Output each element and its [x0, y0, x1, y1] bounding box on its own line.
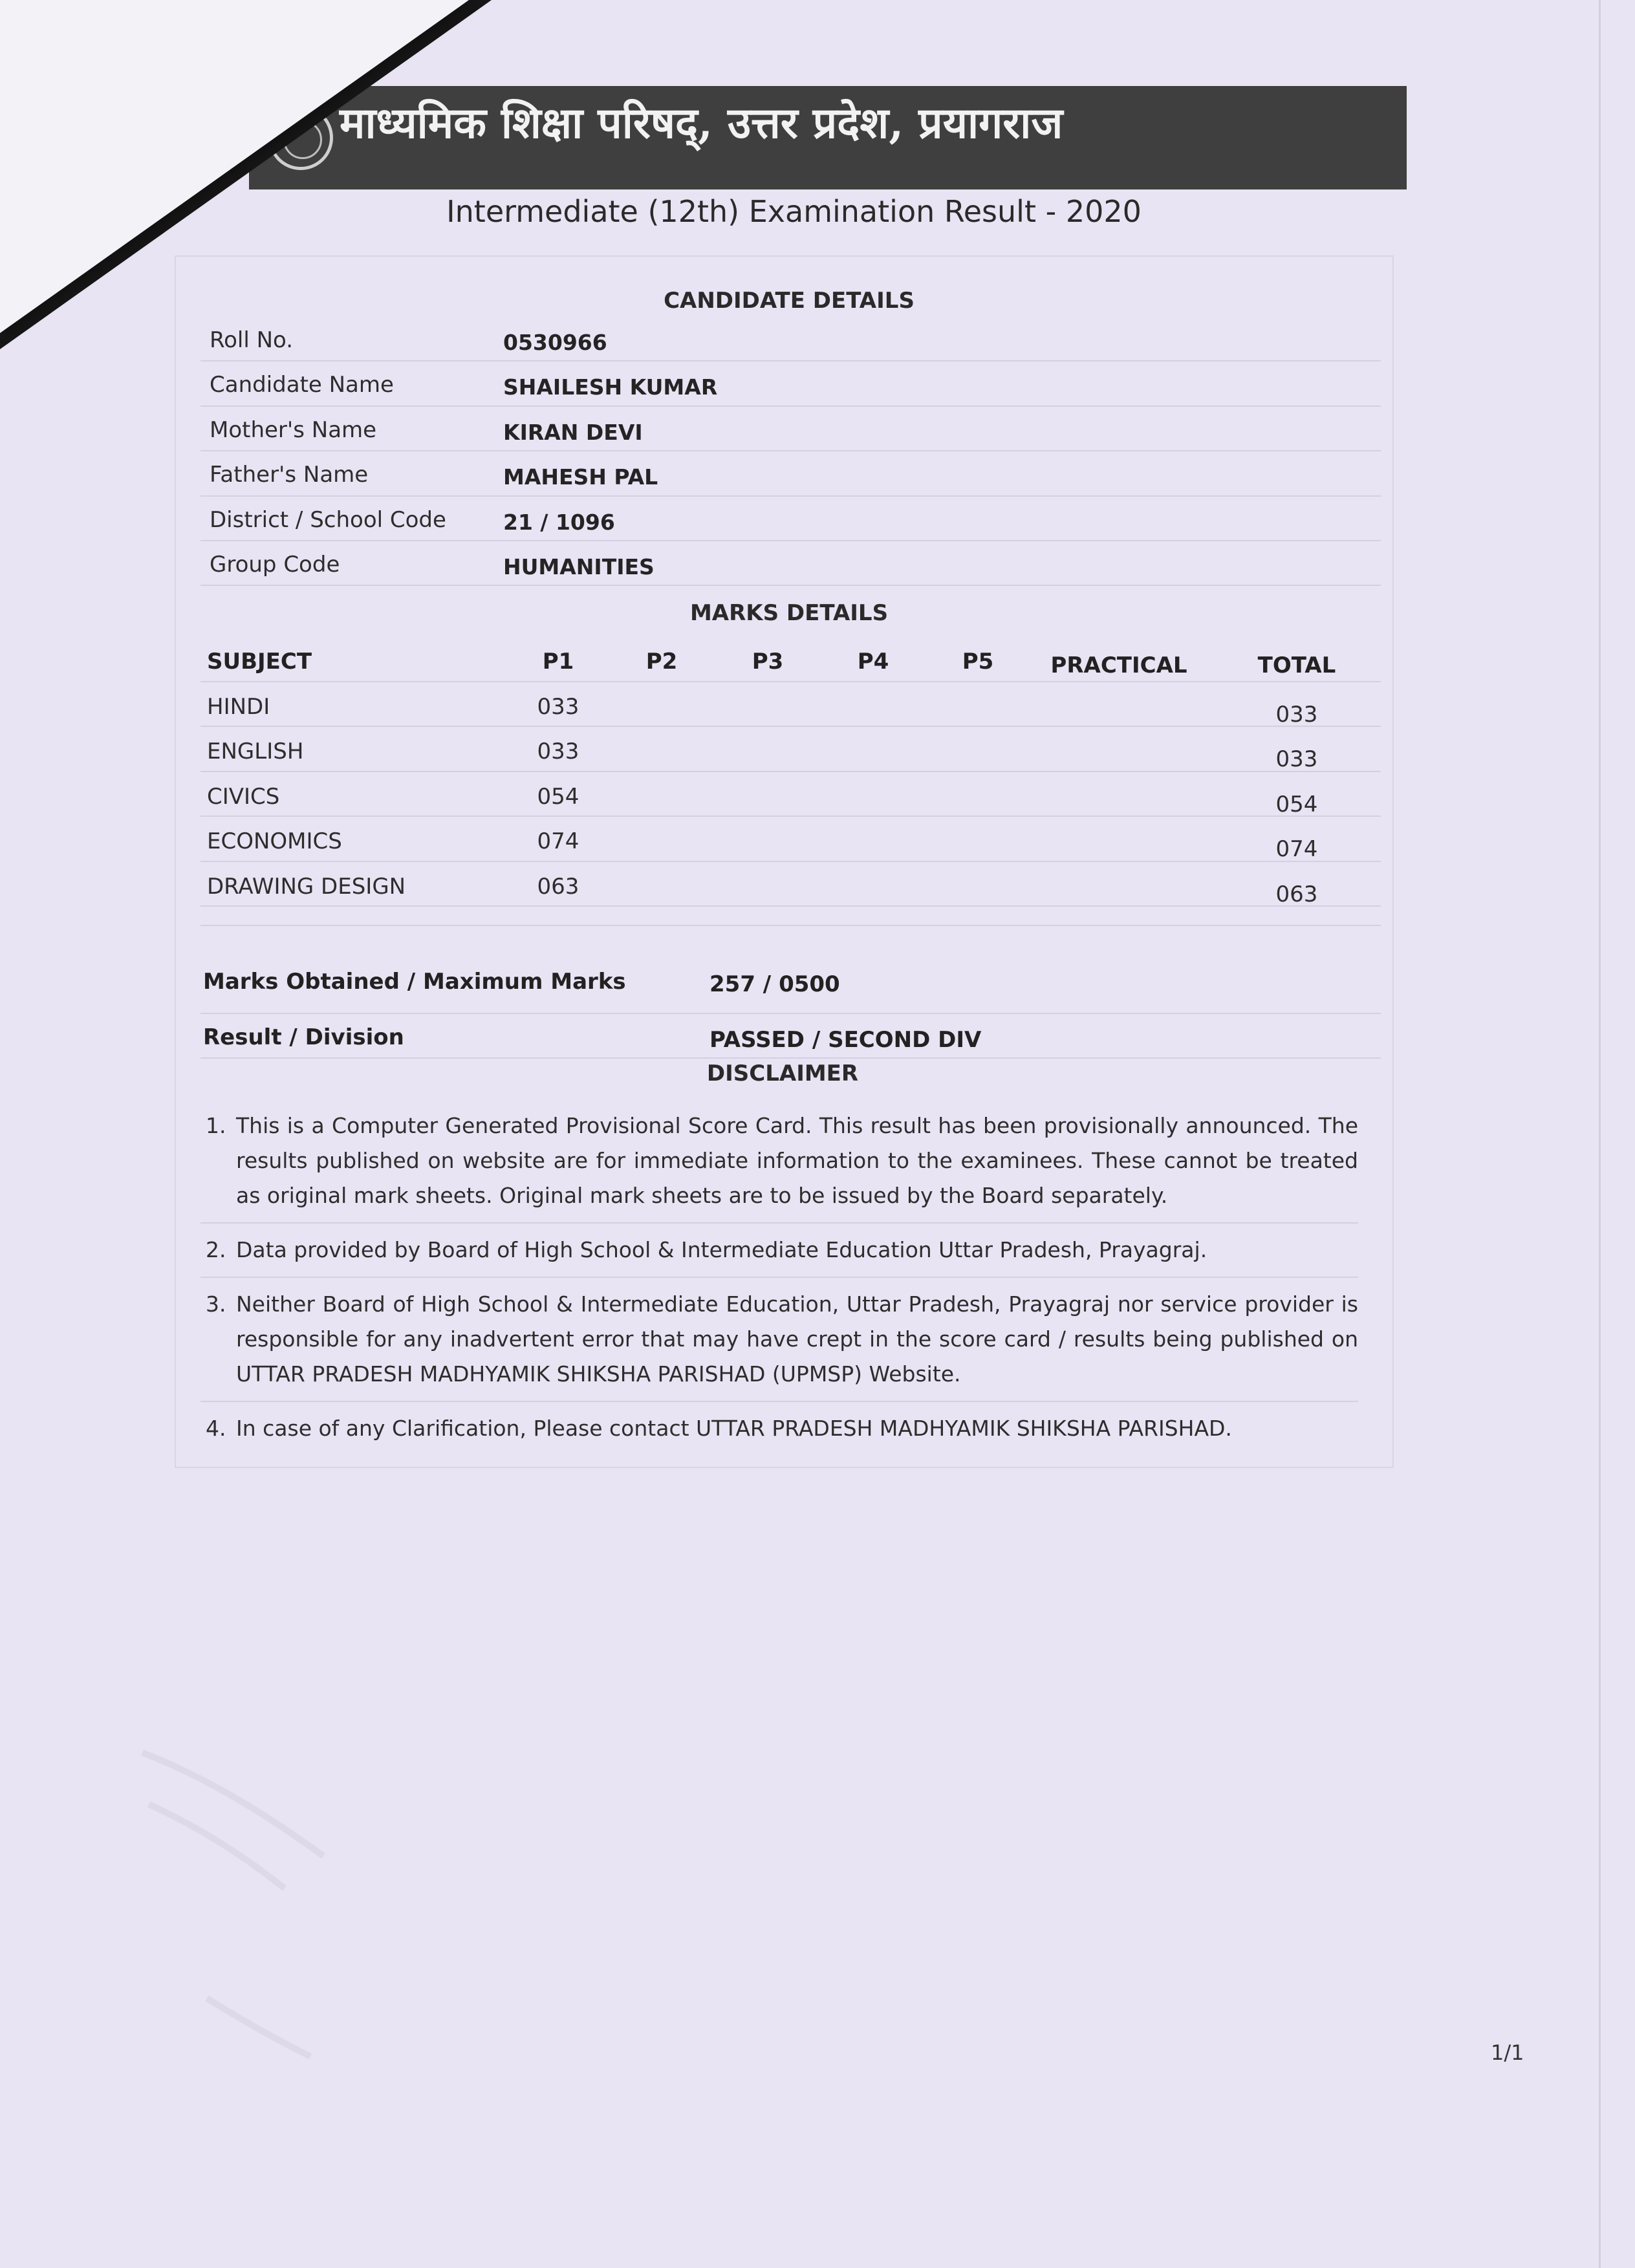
total-marks: 063: [1275, 881, 1318, 907]
table-row: [200, 862, 1381, 907]
detail-value: MAHESH PAL: [503, 464, 658, 490]
disclaimer-number: 1.: [206, 1113, 226, 1138]
detail-row-district-school-code: [200, 497, 1381, 541]
result-division-label: Result / Division: [203, 1024, 404, 1050]
detail-label: Candidate Name: [210, 372, 394, 398]
table-row: [200, 817, 1381, 862]
disclaimer-text: Neither Board of High School & Intermediate Education, Uttar Pradesh, Prayagraj nor service provider is responsible for any inadvertent error that may have crept in the score card / results being published on UTTAR PRADESH MADHYAMIK SHIKSHA PARISHAD (UPMSP) Website.: [236, 1291, 1358, 1387]
p1-marks: 063: [537, 873, 579, 900]
p1-marks: 033: [537, 739, 579, 764]
exam-title: Intermediate (12th) Examination Result - 2020: [446, 194, 1142, 229]
detail-value: HUMANITIES: [503, 554, 655, 579]
detail-value: 0530966: [503, 330, 607, 355]
disclaimer-number: 3.: [206, 1291, 226, 1317]
col-p3: P3: [752, 649, 784, 675]
list-item: [200, 1099, 1358, 1224]
result-summary: [200, 925, 1381, 1059]
p1-marks: 033: [537, 693, 579, 720]
detail-value: 21 / 1096: [503, 509, 615, 535]
detail-label: Group Code: [210, 551, 340, 578]
total-marks: 074: [1275, 836, 1318, 862]
detail-row-fathers-name: [200, 451, 1381, 496]
p1-marks: 054: [537, 783, 579, 810]
col-p4: P4: [857, 649, 889, 675]
disclaimer-heading: DISCLAIMER: [706, 1061, 859, 1086]
col-practical: PRACTICAL: [1050, 653, 1187, 678]
detail-row-group-code: [200, 541, 1381, 586]
detail-label: Father's Name: [210, 462, 369, 488]
paper-edge: [1599, 0, 1601, 2268]
detail-row-roll-no: [200, 317, 1381, 362]
col-p2: P2: [645, 649, 678, 675]
table-row: [200, 727, 1381, 772]
disclaimer-list: [200, 1099, 1358, 1455]
detail-value: KIRAN DEVI: [503, 419, 643, 445]
detail-label: District / School Code: [210, 506, 446, 533]
subject-name: DRAWING DESIGN: [207, 873, 406, 900]
marks-obtained-row: [200, 925, 1381, 1014]
table-row: [200, 682, 1381, 728]
list-item: [200, 1402, 1358, 1455]
detail-row-mothers-name: [200, 407, 1381, 451]
board-name: माध्यमिक शिक्षा परिषद्, उत्तर प्रदेश, प्रयागराज: [340, 98, 1063, 148]
total-marks: 054: [1275, 791, 1318, 817]
candidate-details: [200, 317, 1381, 586]
total-marks: 033: [1275, 701, 1318, 728]
list-item: [200, 1278, 1358, 1402]
subject-name: ECONOMICS: [207, 828, 342, 854]
marks-table: [200, 637, 1381, 907]
disclaimer-text: This is a Computer Generated Provisional Score Card. This result has been provisionally announced. The results published on website are for immediate information to the examinees. These cannot be treated as original mark sheets. Original mark sheets are to be issued by the Board separately.: [236, 1113, 1358, 1208]
result-division-row: [200, 1014, 1381, 1059]
col-p5: P5: [962, 649, 994, 675]
col-total: TOTAL: [1257, 653, 1336, 678]
disclaimer-number: 4.: [206, 1416, 226, 1441]
col-p1: P1: [542, 649, 574, 675]
subject-name: HINDI: [207, 693, 270, 720]
marks-details-heading: MARKS DETAILS: [689, 600, 889, 626]
table-row: [200, 772, 1381, 817]
p1-marks: 074: [537, 828, 579, 854]
disclaimer-text: Data provided by Board of High School & Intermediate Education Uttar Pradesh, Prayagraj.: [236, 1237, 1207, 1262]
list-item: [200, 1224, 1358, 1278]
disclaimer-number: 2.: [206, 1237, 226, 1262]
disclaimer-text: In case of any Clarification, Please contact UTTAR PRADESH MADHYAMIK SHIKSHA PARISHAD.: [236, 1416, 1232, 1441]
detail-value: SHAILESH KUMAR: [503, 374, 718, 400]
subject-name: CIVICS: [207, 783, 280, 810]
marks-obtained-value: 257 / 0500: [709, 971, 840, 997]
col-subject: SUBJECT: [207, 649, 312, 675]
detail-label: Mother's Name: [210, 416, 377, 443]
detail-label: Roll No.: [210, 327, 294, 353]
total-marks: 033: [1275, 746, 1318, 772]
candidate-details-heading: CANDIDATE DETAILS: [664, 288, 915, 314]
result-division-value: PASSED / SECOND DIV: [709, 1027, 982, 1053]
detail-row-candidate-name: [200, 362, 1381, 406]
embossed-seal-mark: [129, 1694, 466, 2082]
page-number: 1/1: [1491, 2040, 1524, 2065]
subject-name: ENGLISH: [207, 739, 304, 764]
marks-obtained-label: Marks Obtained / Maximum Marks: [203, 969, 626, 995]
marks-header-row: [200, 637, 1381, 682]
